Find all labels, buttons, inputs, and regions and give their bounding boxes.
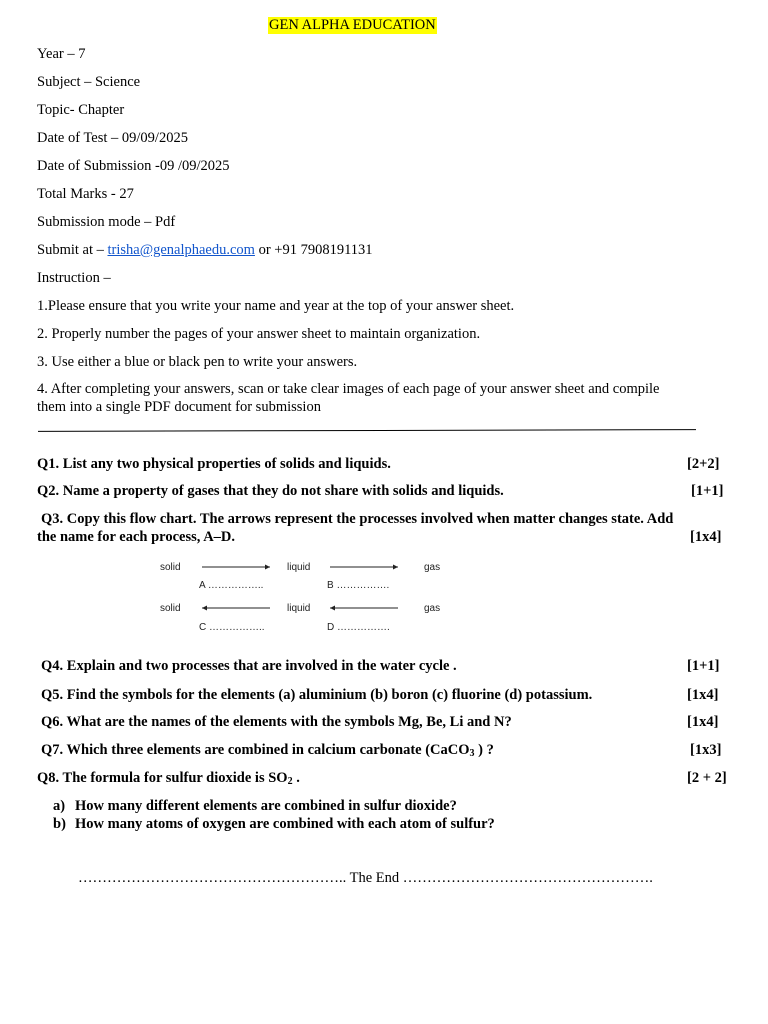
question-4: Q4. Explain and two processes that are involved in the water cycle . bbox=[41, 658, 457, 674]
process-d-label: D ……………. bbox=[327, 622, 390, 633]
submit-at-line bbox=[37, 241, 373, 259]
submit-prefix: Submit at – bbox=[37, 242, 108, 258]
question-7-marks: [1x3] bbox=[690, 742, 722, 758]
question-3-marks: [1x4] bbox=[690, 529, 722, 545]
question-8 bbox=[37, 769, 300, 791]
question-8a-text: How many different elements are combined in sulfur dioxide? bbox=[75, 798, 457, 814]
submit-suffix: or +91 7908191131 bbox=[254, 242, 373, 258]
question-4-marks: [1+1] bbox=[687, 658, 720, 674]
flow-solid-label: solid bbox=[160, 603, 181, 614]
question-8a-label: a) bbox=[53, 798, 66, 814]
question-8-text-end: . bbox=[292, 770, 300, 786]
question-3-line-2: the name for each process, A–D. bbox=[37, 529, 236, 545]
question-7-subscript: 3 bbox=[469, 748, 475, 759]
question-6: Q6. What are the names of the elements with the symbols Mg, Be, Li and N? bbox=[41, 714, 512, 730]
question-5-marks: [1x4] bbox=[687, 687, 719, 703]
flow-solid-label: solid bbox=[160, 562, 181, 573]
document-title: GEN ALPHA EDUCATION bbox=[269, 17, 436, 33]
question-7-text: Q7. Which three elements are combined in calcium carbonate (CaCO bbox=[41, 742, 470, 758]
flow-liquid-label: liquid bbox=[287, 562, 311, 573]
question-8-text: Q8. The formula for sulfur dioxide is SO bbox=[37, 770, 288, 786]
question-7 bbox=[41, 741, 494, 763]
question-8b-text: How many atoms of oxygen are combined with each atom of sulfur? bbox=[75, 816, 495, 832]
flow-gas-label: gas bbox=[424, 562, 441, 573]
flow-liquid-label: liquid bbox=[287, 603, 311, 614]
year-line: Year – 7 bbox=[37, 46, 86, 62]
email-link[interactable]: trisha@genalphaedu.com bbox=[107, 242, 255, 258]
question-8b-label: b) bbox=[53, 816, 66, 832]
process-b-label: B ……………. bbox=[327, 580, 390, 591]
date-of-submission-line: Date of Submission -09 /09/2025 bbox=[37, 158, 230, 174]
instruction-item: 4. After completing your answers, scan or take clear images of each page of your answer sheet and compile bbox=[37, 381, 660, 397]
instruction-item: 1.Please ensure that you write your name and year at the top of your answer sheet. bbox=[37, 298, 515, 314]
topic-line: Topic- Chapter bbox=[37, 102, 125, 118]
instruction-item: 3. Use either a blue or black pen to write your answers. bbox=[37, 354, 358, 370]
subject-line: Subject – Science bbox=[37, 74, 141, 90]
question-2-marks: [1+1] bbox=[691, 483, 724, 499]
question-8-marks: [2 + 2] bbox=[687, 770, 727, 786]
flow-gas-label: gas bbox=[424, 603, 441, 614]
question-7-text-end: ) ? bbox=[474, 742, 494, 758]
instruction-item: them into a single PDF document for submission bbox=[37, 399, 321, 415]
instruction-item: 2. Properly number the pages of your answer sheet to maintain organization. bbox=[37, 326, 481, 342]
date-of-test-line: Date of Test – 09/09/2025 bbox=[37, 130, 188, 146]
total-marks-line: Total Marks - 27 bbox=[37, 186, 134, 202]
question-5: Q5. Find the symbols for the elements (a) aluminium (b) boron (c) fluorine (d) potassium. bbox=[41, 687, 593, 703]
process-a-label: A …………….. bbox=[199, 580, 264, 591]
question-8-subscript: 2 bbox=[287, 776, 293, 787]
question-1: Q1. List any two physical properties of solids and liquids. bbox=[37, 456, 391, 472]
question-1-marks: [2+2] bbox=[687, 456, 720, 472]
question-3-line-1: Q3. Copy this flow chart. The arrows represent the processes involved when matter changes state. Add bbox=[41, 511, 674, 527]
end-of-paper: ……………………………………………….. The End ……………………………………………. bbox=[78, 870, 653, 886]
divider-line bbox=[38, 429, 696, 432]
state-change-flowchart bbox=[150, 555, 470, 635]
process-c-label: C …………….. bbox=[199, 622, 265, 633]
question-2: Q2. Name a property of gases that they do not share with solids and liquids. bbox=[37, 483, 504, 499]
submission-mode-line: Submission mode – Pdf bbox=[37, 214, 176, 230]
instruction-heading: Instruction – bbox=[37, 270, 111, 286]
question-6-marks: [1x4] bbox=[687, 714, 719, 730]
